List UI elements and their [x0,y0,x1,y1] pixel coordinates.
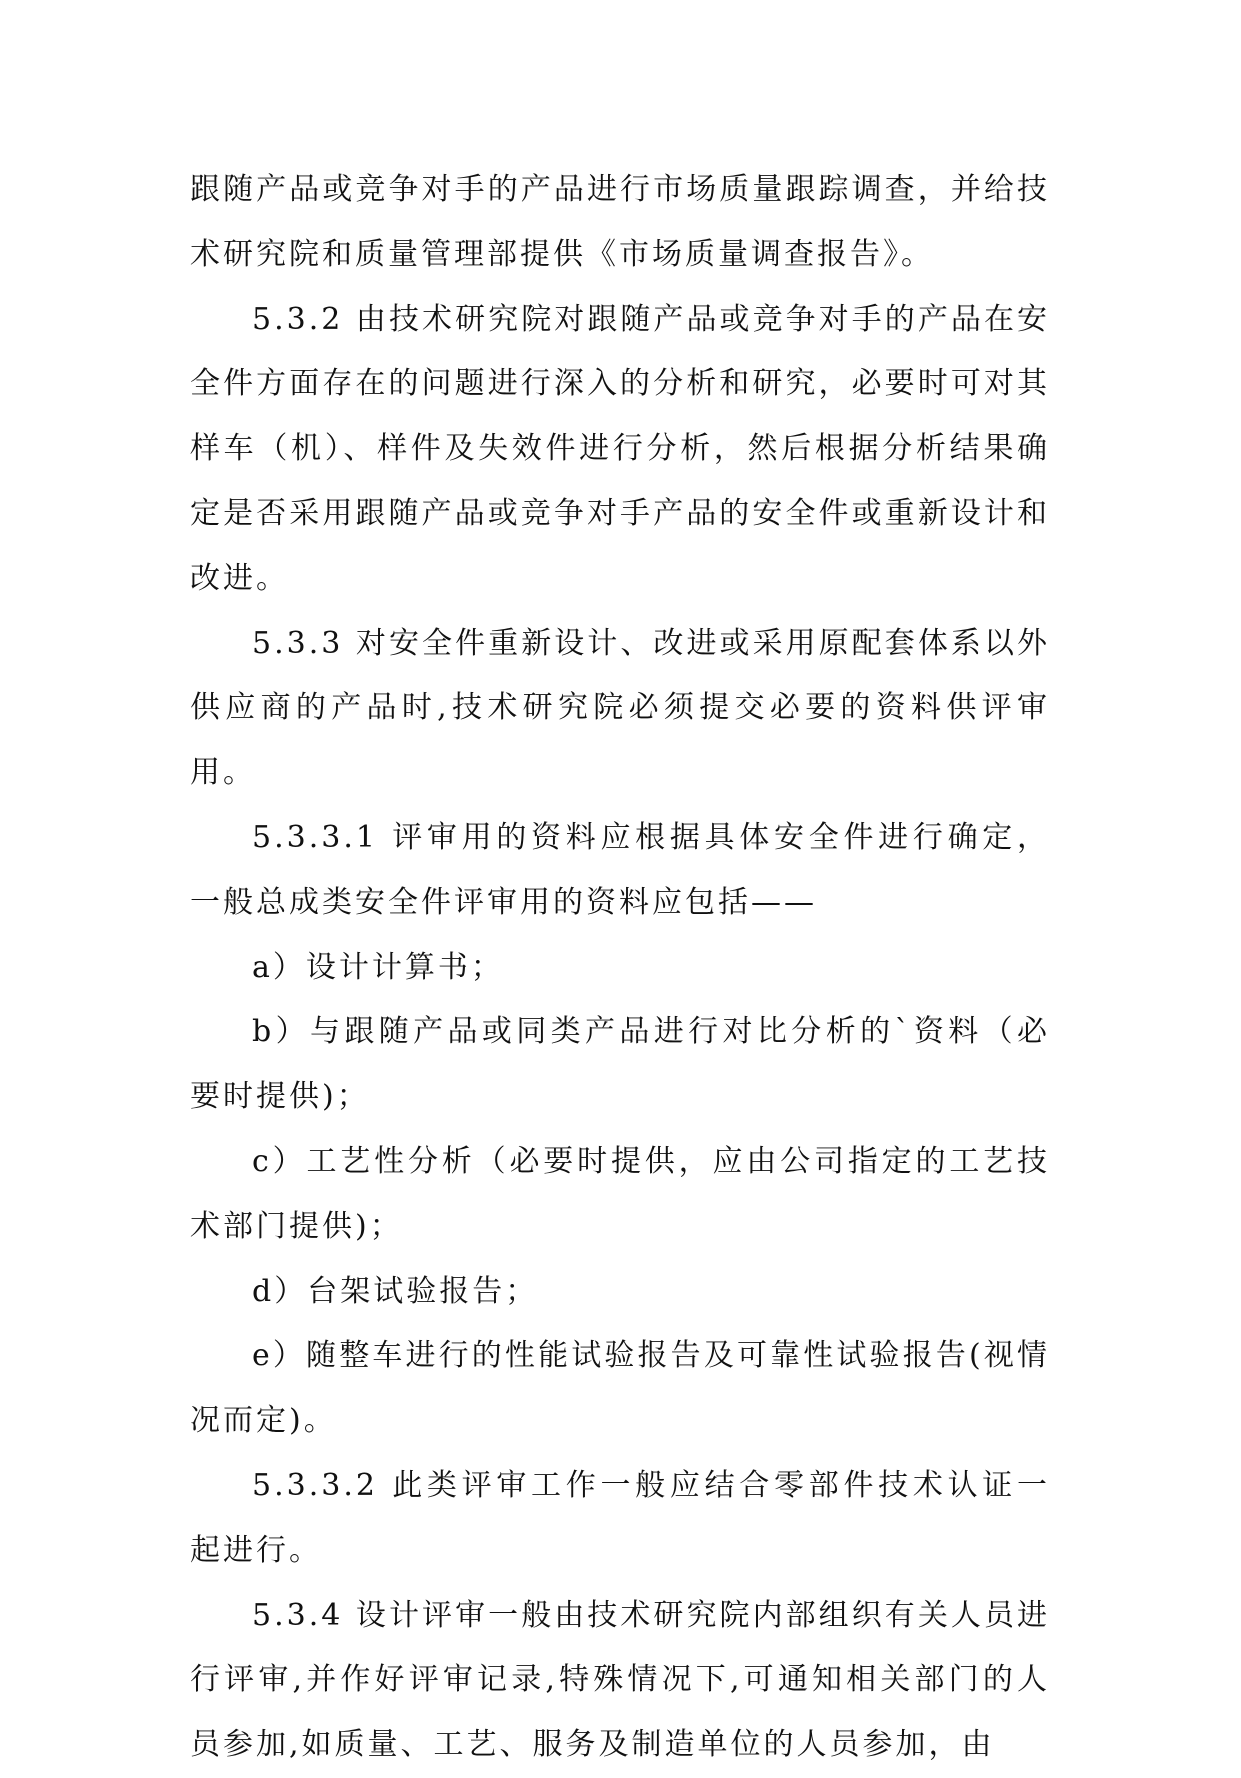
paragraph-5-3-3: 5.3.3 对安全件重新设计、改进或采用原配套体系以外供应商的产品时,技术研究院必须提交必要的资料供评审用。 [190,625,1050,791]
list-item-c: c）工艺性分析（必要时提供，应由公司指定的工艺技术部门提供)； [190,1143,1050,1244]
paragraph-5-3-3-2: 5.3.3.2 此类评审工作一般应结合零部件技术认证一起进行。 [190,1467,1050,1568]
document-body [190,158,1050,1778]
paragraph-5-3-3-1: 5.3.3.1 评审用的资料应根据具体安全件进行确定，一般总成类安全件评审用的资料应包括—— [190,819,1050,920]
list-item-a: a）设计计算书； [252,949,504,985]
list-item-b: b）与跟随产品或同类产品进行对比分析的`资料（必要时提供)； [190,1014,1050,1115]
list-item-d: d）台架试验报告； [252,1273,539,1309]
paragraph-5-3-2: 5.3.2 由技术研究院对跟随产品或竞争对手的产品在安全件方面存在的问题进行深入的分析和研究，必要时可对其样车（机）、样件及失效件进行分析，然后根据分析结果确定是否采用跟随产品或竞争对手产品的安全件或重新设计和改进。 [190,301,1050,596]
list-item-e: e）随整车进行的性能试验报告及可靠性试验报告(视情况而定)。 [190,1338,1050,1439]
paragraph-market-survey: 跟随产品或竞争对手的产品进行市场质量跟踪调查，并给技术研究院和质量管理部提供《市场质量调查报告》。 [190,172,1050,272]
paragraph-5-3-4: 5.3.4 设计评审一般由技术研究院内部组织有关人员进行评审,并作好评审记录,特殊情况下,可通知相关部门的人员参加,如质量、工艺、服务及制造单位的人员参加，由 [190,1597,1050,1763]
